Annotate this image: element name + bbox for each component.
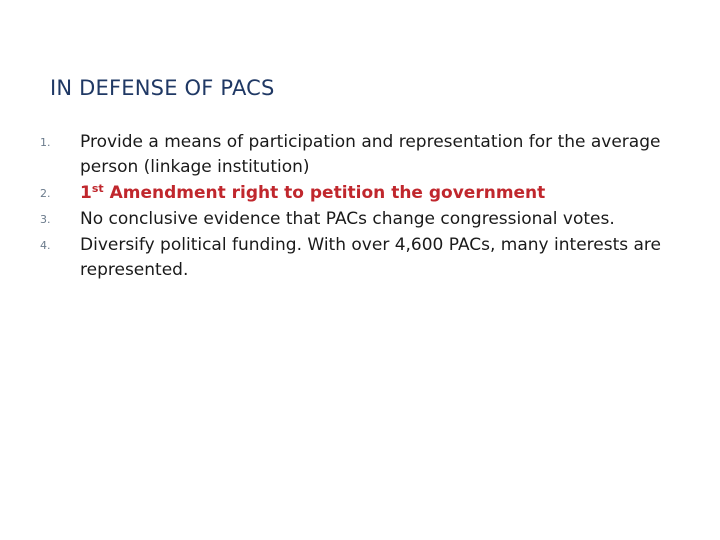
- list-item: [40, 130, 690, 180]
- list-item-text: Diversify political funding. With over 4,600 PACs, many interests are represented.: [80, 235, 661, 280]
- list-number: 3.: [40, 213, 51, 226]
- list-number: 4.: [40, 239, 51, 252]
- list-item-text: Provide a means of participation and representation for the average person (linkage institution): [80, 132, 661, 177]
- numbered-list: [40, 130, 690, 284]
- list-item-text: No conclusive evidence that PACs change congressional votes.: [80, 209, 615, 229]
- list-item: [40, 181, 690, 206]
- list-item: [40, 233, 690, 283]
- list-number: 1.: [40, 136, 51, 149]
- list-number: 2.: [40, 187, 51, 200]
- ordinal-number: 1: [80, 183, 92, 203]
- list-item-body: Amendment right to petition the government: [103, 183, 546, 203]
- slide-title: IN DEFENSE OF PACS: [50, 76, 275, 100]
- ordinal-suffix: st: [91, 182, 104, 195]
- list-item-text: [80, 183, 545, 203]
- list-item: [40, 207, 690, 232]
